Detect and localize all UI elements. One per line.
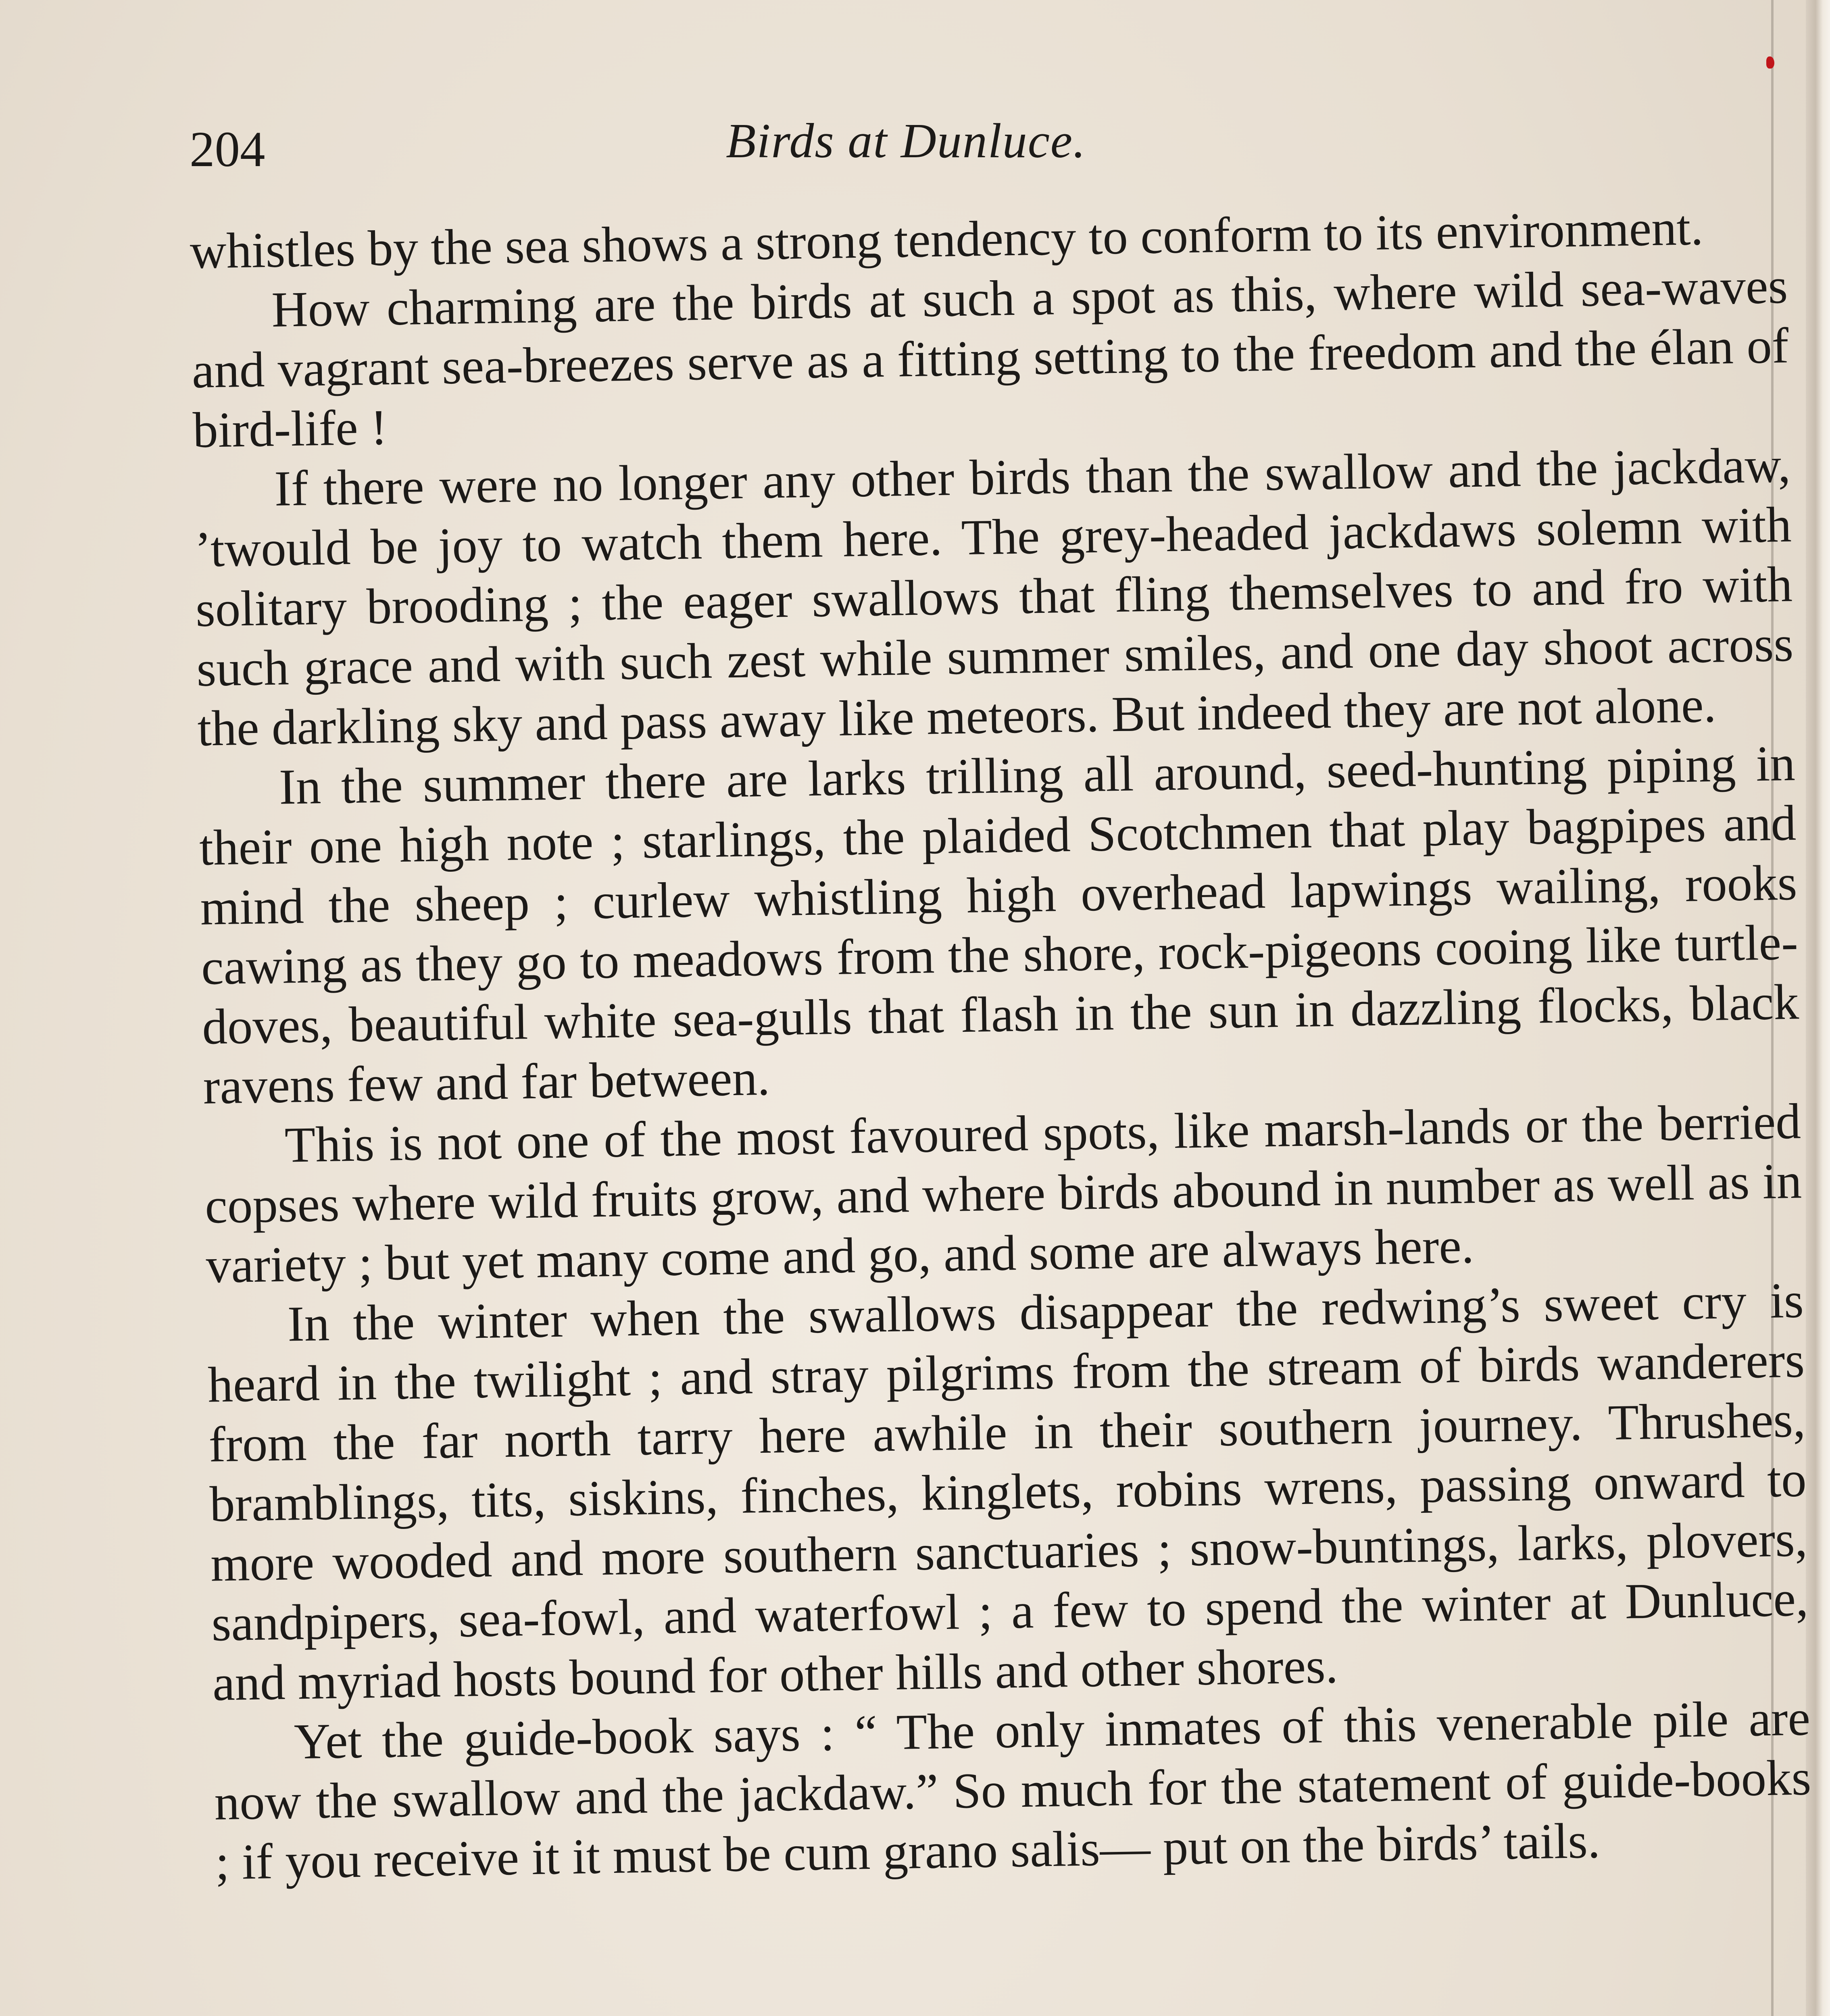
paragraph-1: whistles by the sea shows a strong tendency to conform to its environment.: [190, 200, 1704, 279]
paragraph-5: This is not one of the most favoured spots, like marsh-lands or the berried copses where wild fruits grow, and where birds abound in number as well as in variety ; but yet many come and go, and some are always here.: [204, 1093, 1802, 1294]
paragraph-4: In the summer there are larks trilling all around, seed-hunting piping in their one high note ; starlings, the plaided Scotchmen that play bagpipes and mind the sheep ; curlew whistling high overhead lapwings wailing, rooks cawing as they go to meadows from the shore, rock-pigeons cooing like turtle-doves, beautiful white sea-gulls that flash in the sun in dazzling flocks, black ravens few and far between.: [199, 735, 1799, 1115]
page-number: 204: [190, 122, 265, 177]
body-text: [190, 197, 1813, 1893]
paragraph-3: If there were no longer any other birds than the swallow and the jackdaw, ’twould be joy to watch them here. The grey-headed jackdaws solemn with solitary brooding ; the eager swallows that fling themselves to and fro with such grace and with such zest while summer smiles, and one day shoot across the darkling sky and pass away like meteors. But indeed they are not alone.: [194, 437, 1794, 757]
red-ink-mark: [1766, 56, 1774, 69]
paragraph-2: How charming are the birds at such a spot as this, where wild sea-waves and vagrant sea-breezes serve as a fitting setting to the freedom and the élan of bird-life !: [191, 258, 1789, 458]
running-head: Birds at Dunluce.: [726, 114, 1086, 168]
paragraph-7: Yet the guide-book says : “ The only inmates of this venerable pile are now the swallow and the jackdaw.” So much for the statement of guide-books ; if you receive it it must be cum grano salis— put on the birds’ tails.: [214, 1690, 1812, 1891]
paragraph-6: In the winter when the swallows disappear the redwing’s sweet cry is heard in the twilight ; and stray pilgrims from the stream of birds wanderers from the far north tarry here awhile in their southern journey. Thrushes, bramblings, tits, siskins, finches, kinglets, robins wrens, passing onward to more wooded and more southern sanctuaries ; snow-buntings, larks, plovers, sandpipers, sea-fowl, and waterfowl ; a few to spend the winter at Dunluce, and myriad hosts bound for other hills and other shores.: [207, 1272, 1809, 1712]
